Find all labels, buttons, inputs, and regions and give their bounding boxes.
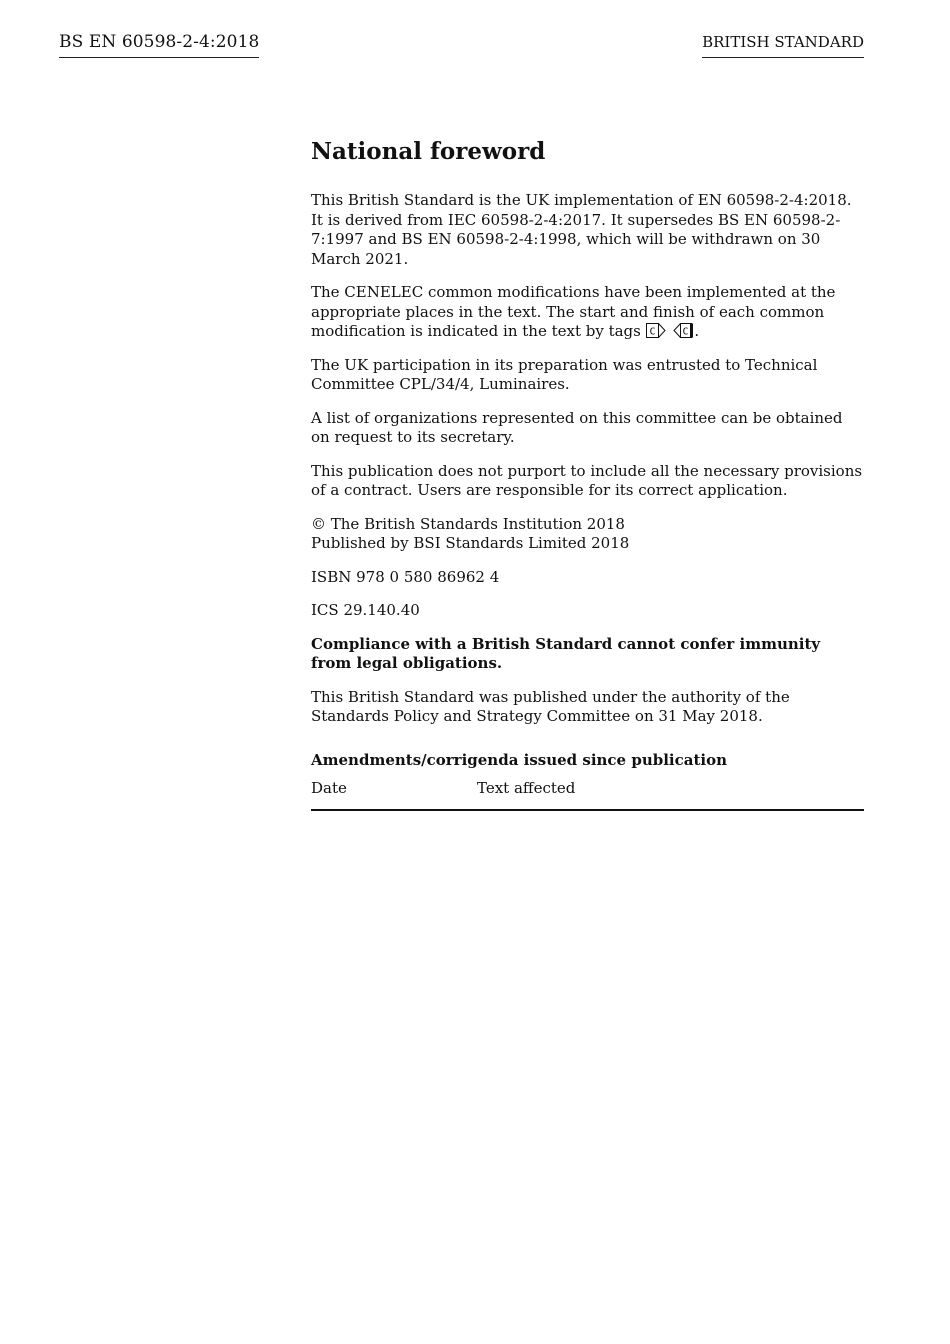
- implementation-paragraph: This British Standard is the UK implementation of EN 60598-2-4:2018. It is derived from IEC 60598-2-4:2017. It supersedes BS EN 60598-2-7:1997 and BS EN 60598-2-4:1998, which will be withdrawn on 30 March 2021.: [311, 191, 852, 268]
- ics: ICS 29.140.40: [311, 601, 420, 619]
- page-title: National foreword: [311, 138, 546, 165]
- isbn: ISBN 978 0 580 86962 4: [311, 567, 500, 586]
- modifications-paragraph: [311, 283, 864, 342]
- amendments-table: [311, 779, 864, 811]
- standard-label: BRITISH STANDARD: [702, 31, 864, 58]
- modification-end-tag-letter: C: [682, 326, 689, 338]
- copyright-line: © The British Standards Institution 2018: [311, 514, 625, 533]
- amendments-date-header: Date: [311, 779, 347, 797]
- modification-start-tag-letter: C: [649, 326, 656, 338]
- foreword-content: [311, 137, 864, 811]
- organizations-paragraph: A list of organizations represented on this committee can be obtained on request to its secretary.: [311, 408, 843, 446]
- modifications-period: .: [694, 322, 700, 340]
- document-id: BS EN 60598-2-4:2018: [59, 31, 259, 58]
- modifications-text: The CENELEC common modifications have been implemented at the appropriate places in the text. The start and finish of each common modification is indicated in the text by tags: [311, 283, 836, 340]
- committee-paragraph: The UK participation in its preparation was entrusted to Technical Committee CPL/34/4, Luminaires.: [311, 355, 818, 393]
- copyright-block: [311, 515, 864, 554]
- amendments-title: Amendments/corrigenda issued since publication: [311, 750, 727, 769]
- modification-start-tag-icon: [646, 323, 668, 338]
- amendments-text-header: Text affected: [477, 779, 576, 797]
- modification-end-tag-icon: [672, 323, 694, 338]
- provisions-paragraph: This publication does not purport to include all the necessary provisions of a contract. Users are responsible for its correct application.: [311, 461, 863, 499]
- compliance-notice: Compliance with a British Standard cannot confer immunity from legal obligations.: [311, 634, 821, 672]
- published-line: Published by BSI Standards Limited 2018: [311, 534, 630, 552]
- authority-paragraph: This British Standard was published under the authority of the Standards Policy and Strategy Committee on 31 May 2018.: [311, 687, 790, 725]
